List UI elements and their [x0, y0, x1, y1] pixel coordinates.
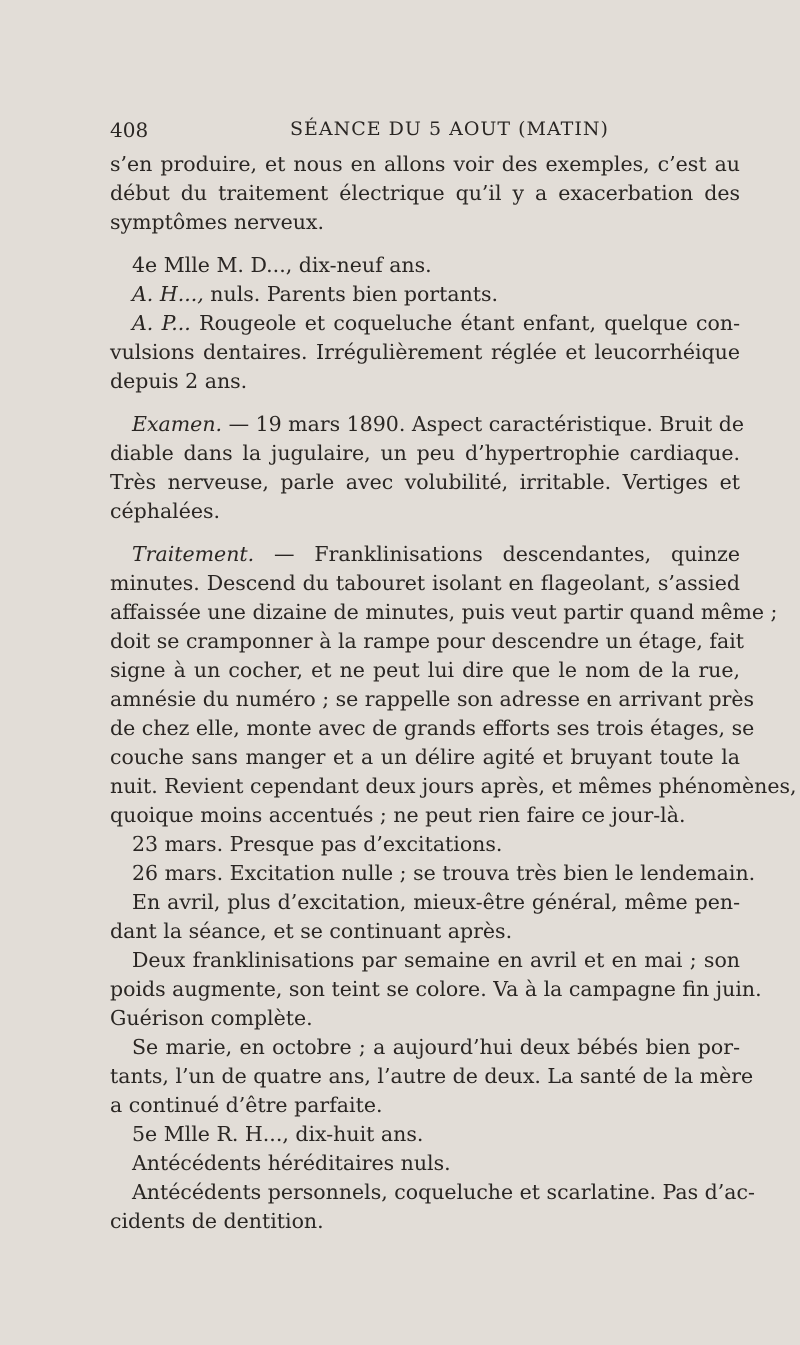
text-line: [110, 801, 740, 830]
line-text: a continué d’être parfaite.: [110, 1093, 383, 1117]
text-line: [110, 1149, 740, 1178]
text-line: [110, 251, 740, 280]
line-text: vulsions dentaires. Irrégulièrement réglée et leucorrhéique: [110, 340, 740, 364]
line-text: Antécédents héréditaires nuls.: [132, 1151, 451, 1175]
paragraph: [110, 251, 740, 280]
text-line: [110, 179, 740, 208]
text-line: [110, 1120, 740, 1149]
text-line: [110, 1062, 754, 1091]
line-text: début du traitement électrique qu’il y a exacerbation des: [110, 181, 740, 205]
line-text: Deux franklinisations par semaine en avril et en mai ; son: [132, 948, 740, 972]
paragraph-label: A. P...: [132, 311, 191, 335]
text-line: [110, 410, 745, 439]
paragraph: [110, 1120, 740, 1149]
line-text: céphalées.: [110, 499, 221, 523]
text-line: [110, 208, 740, 237]
text-line: [110, 917, 740, 946]
text-line: [110, 338, 740, 367]
paragraph-gap: [110, 237, 740, 251]
text-line: [110, 830, 740, 859]
text-line: [110, 714, 755, 743]
line-text: Se marie, en octobre ; a aujourd’hui deux bébés bien por-: [132, 1035, 740, 1059]
line-text: amnésie du numéro ; se rappelle son adresse en arrivant près: [110, 687, 755, 711]
text-line: [110, 367, 740, 396]
paragraph: [110, 830, 740, 859]
line-text: Très nerveuse, parle avec volubilité, irritable. Vertiges et: [110, 470, 740, 494]
paragraph: [110, 280, 740, 309]
text-line: [110, 1091, 740, 1120]
line-text: affaissée une dizaine de minutes, puis veut partir quand même ;: [110, 600, 778, 624]
line-text: Guérison complète.: [110, 1006, 313, 1030]
paragraph-gap: [110, 396, 740, 410]
line-text: 5e Mlle R. H..., dix-huit ans.: [132, 1122, 424, 1146]
text-line: [110, 772, 797, 801]
text-line: [110, 685, 755, 714]
paragraph: [110, 1149, 740, 1178]
paragraph: [110, 150, 740, 237]
text-line: [110, 1033, 740, 1062]
line-text: de chez elle, monte avec de grands efforts ses trois étages, se: [110, 716, 755, 740]
paragraph: [110, 859, 756, 888]
line-text: cidents de dentition.: [110, 1209, 324, 1233]
paragraph: [110, 410, 745, 526]
body-text: [110, 150, 797, 1236]
line-text: doit se cramponner à la rampe pour descendre un étage, fait: [110, 629, 745, 653]
text-line: [110, 309, 740, 338]
page-number: 408: [110, 118, 149, 142]
line-text: — Franklinisations descendantes, quinze: [254, 542, 740, 566]
text-line: [110, 1004, 740, 1033]
line-text: signe à un cocher, et ne peut lui dire que le nom de la rue,: [110, 658, 740, 682]
paragraph: [110, 946, 762, 1033]
text-line: [110, 946, 740, 975]
text-line: [110, 598, 778, 627]
text-line: [110, 540, 740, 569]
text-line: [110, 150, 740, 179]
text-line: [110, 656, 740, 685]
line-text: Antécédents personnels, coqueluche et scarlatine. Pas d’ac-: [132, 1180, 755, 1204]
text-line: [110, 569, 740, 598]
line-text: quoique moins accentués ; ne peut rien faire ce jour-là.: [110, 803, 686, 827]
paragraph-label: Traitement.: [132, 542, 255, 566]
line-text: depuis 2 ans.: [110, 369, 248, 393]
text-line: [110, 859, 756, 888]
paragraph: [110, 1033, 754, 1120]
text-line: [110, 627, 745, 656]
line-text: nuit. Revient cependant deux jours après, et mêmes phénomènes,: [110, 774, 797, 798]
line-text: — 19 mars 1890. Aspect caractéristique. Bruit de: [222, 412, 745, 436]
line-text: tants, l’un de quatre ans, l’autre de deux. La santé de la mère: [110, 1064, 754, 1088]
line-text: 4e Mlle M. D..., dix-neuf ans.: [132, 253, 432, 277]
page-header: [110, 118, 740, 148]
line-text: poids augmente, son teint se colore. Va à la campagne fin juin.: [110, 977, 762, 1001]
line-text: diable dans la jugulaire, un peu d’hypertrophie cardiaque.: [110, 441, 740, 465]
text-line: [110, 439, 740, 468]
paragraph: [110, 888, 740, 946]
text-line: [110, 468, 740, 497]
running-head: SÉANCE DU 5 AOUT (MATIN): [290, 118, 609, 140]
line-text: En avril, plus d’excitation, mieux-être général, même pen-: [132, 890, 740, 914]
line-text: nuls. Parents bien portants.: [203, 282, 499, 306]
line-text: s’en produire, et nous en allons voir des exemples, c’est au: [110, 152, 740, 176]
line-text: 26 mars. Excitation nulle ; se trouva très bien le lendemain.: [132, 861, 756, 885]
paragraph-gap: [110, 526, 740, 540]
text-line: [110, 497, 740, 526]
line-text: 23 mars. Presque pas d’excitations.: [132, 832, 503, 856]
paragraph-label: A. H...,: [132, 282, 204, 306]
paragraph-label: Examen.: [132, 412, 223, 436]
line-text: dant la séance, et se continuant après.: [110, 919, 513, 943]
line-text: couche sans manger et a un délire agité et bruyant toute la: [110, 745, 740, 769]
text-line: [110, 888, 740, 917]
text-line: [110, 280, 740, 309]
line-text: symptômes nerveux.: [110, 210, 324, 234]
paragraph: [110, 1178, 755, 1236]
paragraph: [110, 540, 797, 830]
line-text: minutes. Descend du tabouret isolant en flageolant, s’assied: [110, 571, 740, 595]
paragraph: [110, 309, 740, 396]
line-text: Rougeole et coqueluche étant enfant, quelque con-: [190, 311, 741, 335]
text-line: [110, 1178, 755, 1207]
text-line: [110, 1207, 740, 1236]
text-line: [110, 975, 762, 1004]
text-line: [110, 743, 740, 772]
